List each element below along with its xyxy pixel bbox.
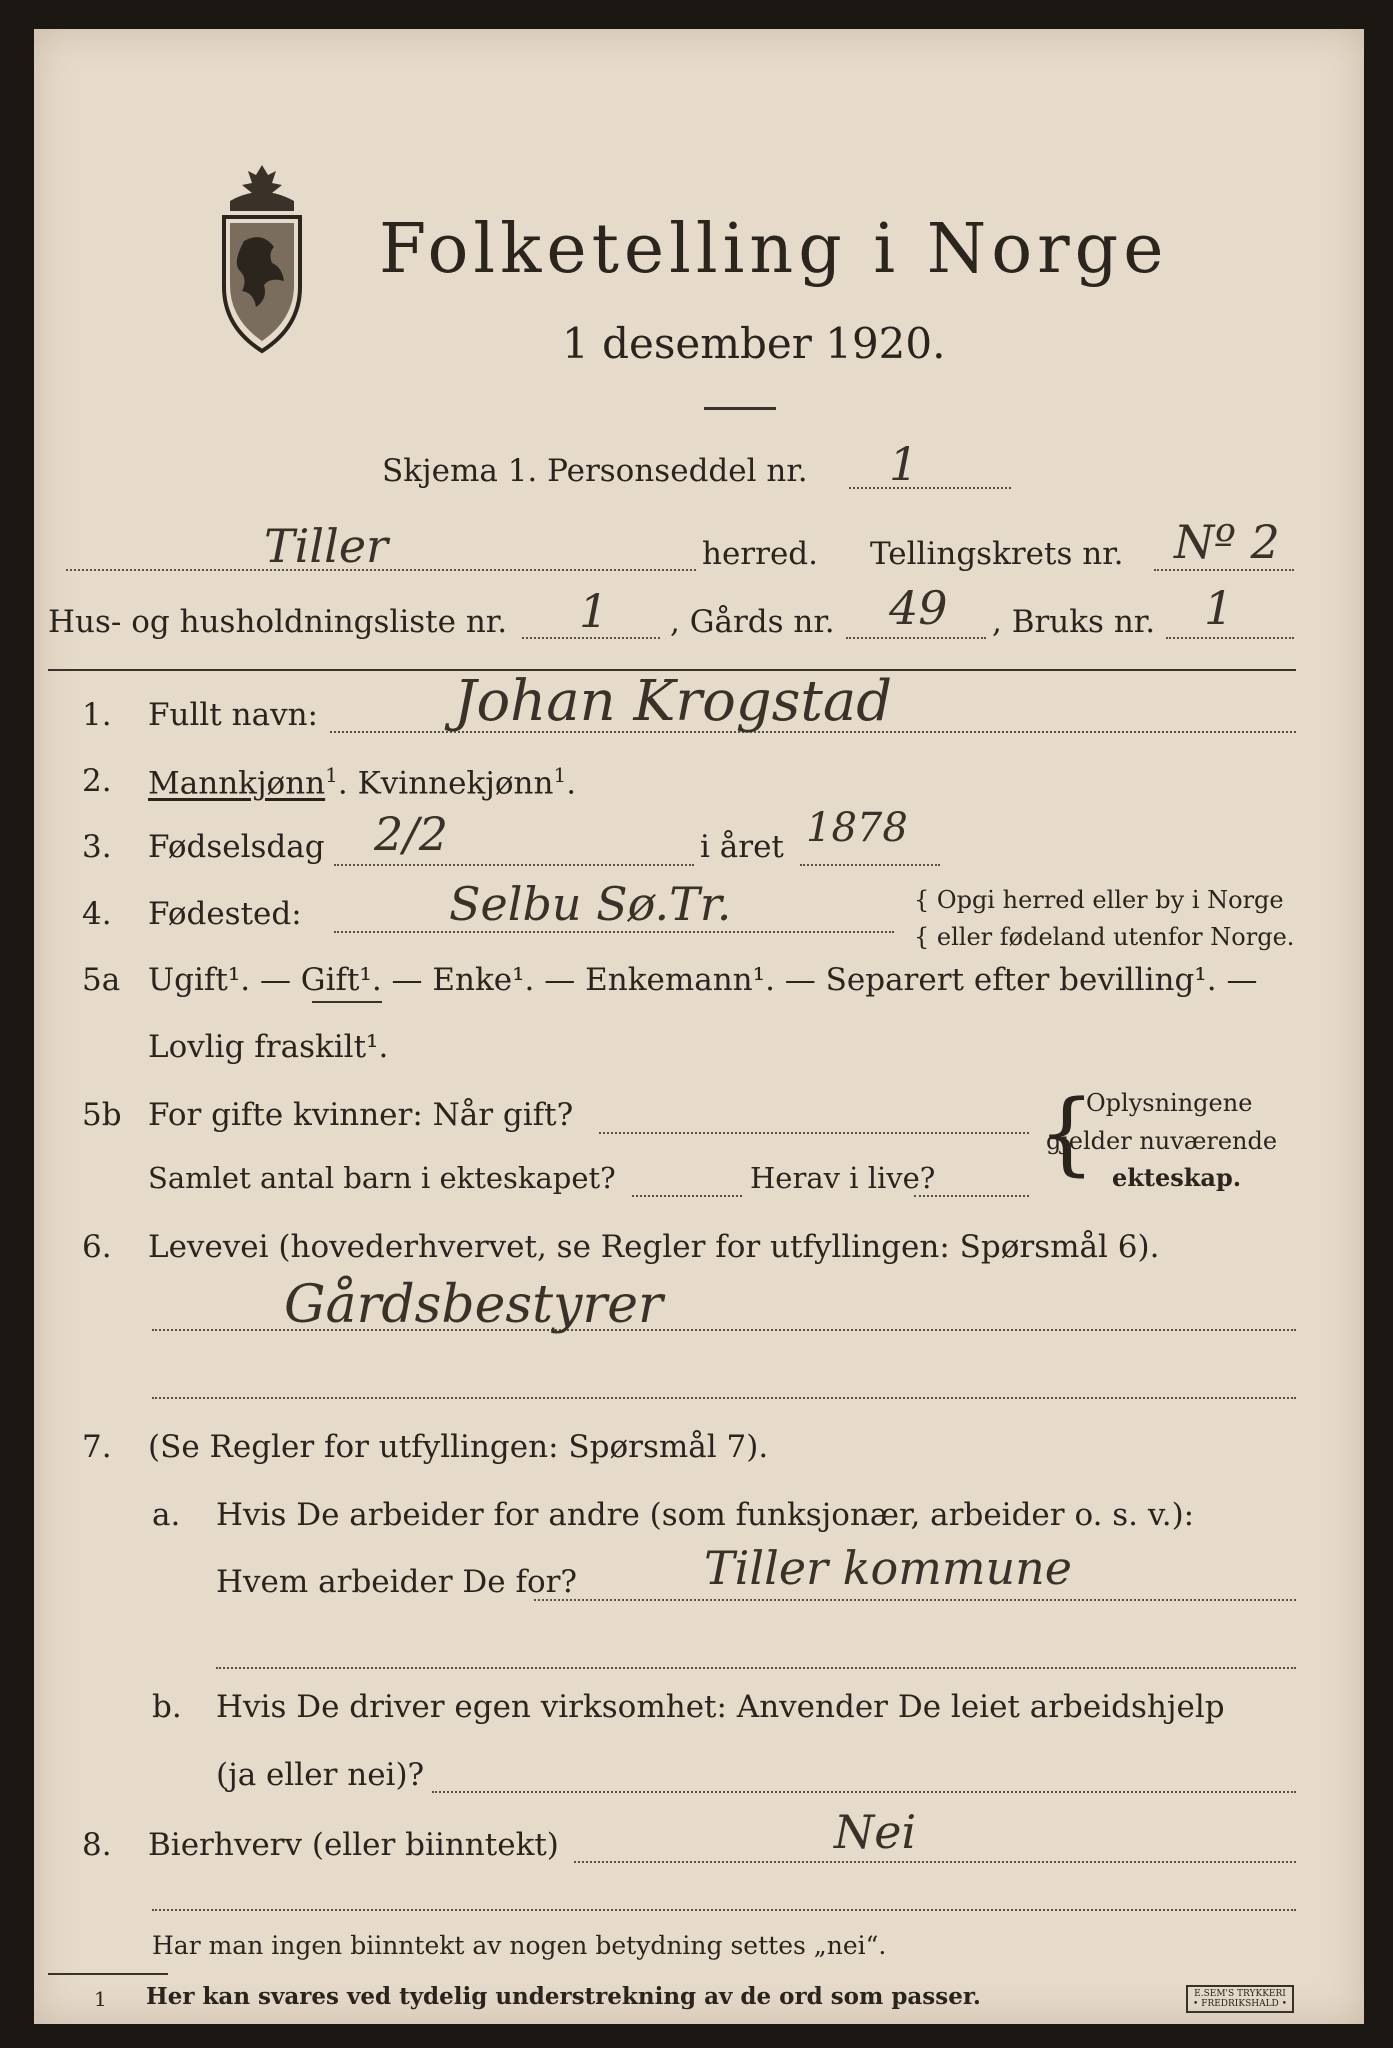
q1-label: Fullt navn: [148, 697, 318, 733]
hus-label: Hus- og husholdningsliste nr. [48, 604, 508, 640]
q4-line [334, 931, 894, 933]
herred-value[interactable]: Tiller [264, 519, 389, 573]
tellingskrets-line [1154, 569, 1294, 571]
q5a-number: 5a [82, 962, 121, 998]
q8-label: Bierhverv (eller biinntekt) [148, 1827, 559, 1863]
q7a-line-2: Hvem arbeider De for? [216, 1564, 578, 1600]
gards-label: , Gårds nr. [670, 604, 835, 640]
gards-value[interactable]: 49 [889, 581, 948, 635]
q5b-children-label: Samlet antal barn i ekteskapet? [148, 1161, 616, 1195]
q2-sex [148, 763, 576, 801]
q3-year-value[interactable]: 1878 [806, 805, 908, 851]
q8-line-extra [152, 1909, 1296, 1911]
footer-note: Har man ingen biinntekt av nogen betydning settes „nei“. [152, 1931, 887, 1960]
q5b-number: 5b [82, 1097, 122, 1133]
q8-line [574, 1861, 1296, 1863]
census-date: 1 desember 1920. [562, 319, 946, 368]
hus-value[interactable]: 1 [579, 584, 609, 638]
q3-line [334, 864, 694, 866]
q7-number: 7. [82, 1429, 112, 1465]
q1-number: 1. [82, 697, 112, 733]
q5b-note-2: gjelder nuværende [1046, 1127, 1278, 1155]
footnote-rule [48, 1973, 168, 1975]
q6-line-2 [152, 1397, 1296, 1399]
coat-of-arms-icon [214, 161, 310, 365]
q7b-line [432, 1791, 1296, 1793]
q2-male-option[interactable]: Mannkjønn [148, 765, 326, 802]
q5b-children-line [632, 1195, 742, 1197]
q5b-brace: { [1038, 1081, 1096, 1186]
q3-label: Fødselsdag [148, 829, 325, 865]
gards-line [846, 637, 986, 639]
personseddel-line [849, 487, 1011, 489]
bruks-value[interactable]: 1 [1204, 581, 1234, 635]
bruks-label: , Bruks nr. [992, 604, 1156, 640]
q4-note-1: { Opgi herred eller by i Norge [914, 886, 1284, 914]
q4-label: Fødested: [148, 896, 302, 932]
q2-separator: . [337, 765, 358, 802]
bruks-line [1166, 637, 1294, 639]
q5a-options[interactable]: Ugift¹. — Gift¹. — Enke¹. — Enkemann¹. — Separert efter bevilling¹. — [148, 962, 1258, 998]
herred-label: herred. [702, 536, 818, 572]
q7a-line [534, 1599, 1296, 1601]
q5b-alive-label: Herav i live? [750, 1161, 936, 1195]
q2-footnote-marker-2: 1 [553, 763, 567, 787]
q8-number: 8. [82, 1827, 112, 1863]
q3-value[interactable]: 2/2 [374, 807, 449, 861]
q7b-line-2: (ja eller nei)? [216, 1757, 425, 1793]
q5a-gift-underline [312, 1001, 382, 1003]
q6-value[interactable]: Gårdsbestyrer [284, 1275, 663, 1335]
q2-female-option[interactable]: Kvinnekjønn [357, 765, 554, 802]
census-form-sheet [34, 29, 1364, 2024]
q2-footnote-marker: 1 [325, 763, 338, 787]
q5b-line-1: For gifte kvinner: Når gift? [148, 1097, 574, 1133]
q5a-line-2[interactable]: Lovlig fraskilt¹. [148, 1029, 389, 1065]
q3-year-label: i året [700, 829, 784, 865]
q4-note-2: { eller fødeland utenfor Norge. [914, 923, 1295, 951]
q4-number: 4. [82, 896, 112, 932]
q8-value[interactable]: Nei [834, 1805, 917, 1859]
tellingskrets-value[interactable]: Nº 2 [1174, 515, 1280, 569]
q1-value[interactable]: Johan Krogstad [454, 669, 893, 734]
q5b-alive-line [914, 1195, 1029, 1197]
q7a-line-1: Hvis De arbeider for andre (som funksjonær, arbeider o. s. v.): [216, 1497, 1195, 1533]
printer-stamp: E.SEM'S TRYKKERI • FREDRIKSHALD • [1186, 1985, 1294, 2013]
skjema-label: Skjema 1. Personseddel nr. [382, 453, 808, 489]
q6-label: Levevei (hovederhvervet, se Regler for utfyllingen: Spørsmål 6). [148, 1229, 1160, 1265]
q3-number: 3. [82, 829, 112, 865]
q5b-note-3: ekteskap. [1112, 1163, 1242, 1192]
q7a-line-extra [216, 1667, 1296, 1669]
q7a-value[interactable]: Tiller kommune [704, 1541, 1072, 1595]
q7a-number: a. [152, 1497, 181, 1533]
footnote-number: 1 [94, 1987, 107, 2011]
q2-number: 2. [82, 763, 112, 799]
q7-label: (Se Regler for utfyllingen: Spørsmål 7). [148, 1429, 769, 1465]
q5b-when-line [599, 1132, 1029, 1134]
q6-number: 6. [82, 1229, 112, 1265]
q4-value[interactable]: Selbu Sø.Tr. [449, 877, 732, 931]
q2-end: . [566, 765, 577, 802]
q3-year-line [800, 864, 940, 866]
form-title: Folketelling i Norge [379, 210, 1169, 289]
q7b-number: b. [152, 1689, 182, 1725]
personseddel-value[interactable]: 1 [889, 437, 919, 491]
tellingskrets-label: Tellingskrets nr. [870, 536, 1124, 572]
q5b-note-1: Oplysningene [1086, 1089, 1253, 1117]
q7b-line-1: Hvis De driver egen virksomhet: Anvender De leiet arbeidshjelp [216, 1689, 1225, 1725]
footnote-text: Her kan svares ved tydelig understrekning av de ord som passer. [146, 1983, 981, 2010]
title-divider [704, 407, 776, 410]
